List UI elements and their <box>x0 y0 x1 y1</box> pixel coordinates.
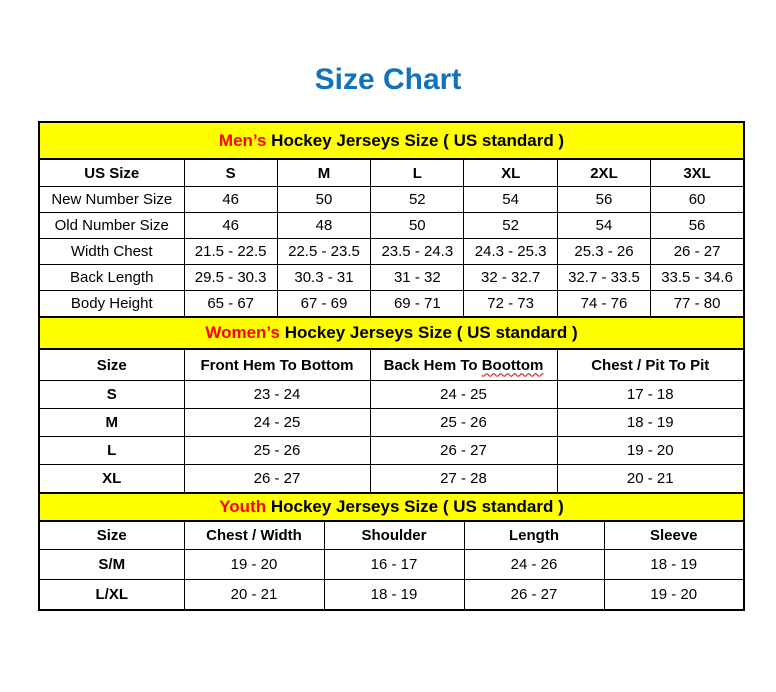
mens-col-l: L <box>371 159 464 187</box>
mens-section-title-rest: Hockey Jerseys Size ( US standard ) <box>266 130 565 150</box>
row-label: XL <box>39 465 184 494</box>
cell: 33.5 - 34.6 <box>651 265 744 291</box>
row-label: Back Length <box>39 265 184 291</box>
cell: 52 <box>464 213 557 239</box>
youth-col-chest: Chest / Width <box>184 521 324 550</box>
cell: 56 <box>651 213 744 239</box>
mens-header-row <box>39 159 744 187</box>
misspelled-word-wavy: Boottom <box>481 356 544 374</box>
cell: 54 <box>464 187 557 213</box>
mens-section-band <box>39 122 744 159</box>
mens-col-m: M <box>277 159 370 187</box>
table-row <box>39 409 744 437</box>
cell: 72 - 73 <box>464 291 557 318</box>
cell: 67 - 69 <box>277 291 370 318</box>
cell: 50 <box>371 213 464 239</box>
cell: 25 - 26 <box>370 409 557 437</box>
cell: 19 - 20 <box>557 437 744 465</box>
row-label: L <box>39 437 184 465</box>
womens-header-row <box>39 349 744 381</box>
cell: 69 - 71 <box>371 291 464 318</box>
cell: 24 - 26 <box>464 550 604 580</box>
youth-header-row <box>39 521 744 550</box>
cell: 74 - 76 <box>557 291 650 318</box>
mens-section-title-red: Men’s <box>218 130 267 150</box>
womens-col-front-hem: Front Hem To Bottom <box>184 349 370 381</box>
cell: 46 <box>184 213 277 239</box>
youth-section-title-rest: Hockey Jerseys Size ( US standard ) <box>266 497 564 516</box>
cell: 19 - 20 <box>604 580 744 611</box>
cell: 60 <box>651 187 744 213</box>
mens-col-s: S <box>184 159 277 187</box>
table-row <box>39 187 744 213</box>
womens-header-label: Size <box>39 349 184 381</box>
mens-section-title <box>39 122 744 159</box>
cell: 26 - 27 <box>464 580 604 611</box>
cell: 48 <box>277 213 370 239</box>
back-hem-prefix: Back Hem To <box>383 356 482 374</box>
cell: 23 - 24 <box>184 381 370 409</box>
cell: 32.7 - 33.5 <box>557 265 650 291</box>
row-label: Body Height <box>39 291 184 318</box>
cell: 25 - 26 <box>184 437 370 465</box>
cell: 77 - 80 <box>651 291 744 318</box>
row-label: S/M <box>39 550 184 580</box>
cell: 32 - 32.7 <box>464 265 557 291</box>
cell: 24 - 25 <box>184 409 370 437</box>
cell: 54 <box>557 213 650 239</box>
mens-col-2xl: 2XL <box>557 159 650 187</box>
womens-col-back-hem <box>370 349 557 381</box>
cell: 23.5 - 24.3 <box>371 239 464 265</box>
womens-section-title-red: Women’s <box>205 323 280 342</box>
cell: 16 - 17 <box>324 550 464 580</box>
cell: 26 - 27 <box>370 437 557 465</box>
row-label: M <box>39 409 184 437</box>
row-label: Width Chest <box>39 239 184 265</box>
youth-section-title-red: Youth <box>219 497 267 516</box>
cell: 18 - 19 <box>557 409 744 437</box>
cell: 46 <box>184 187 277 213</box>
cell: 25.3 - 26 <box>557 239 650 265</box>
cell: 20 - 21 <box>557 465 744 494</box>
cell: 18 - 19 <box>604 550 744 580</box>
table-row <box>39 465 744 494</box>
cell: 26 - 27 <box>651 239 744 265</box>
cell: 26 - 27 <box>184 465 370 494</box>
table-row <box>39 213 744 239</box>
table-row <box>39 550 744 580</box>
cell: 18 - 19 <box>324 580 464 611</box>
cell: 20 - 21 <box>184 580 324 611</box>
mens-col-xl: XL <box>464 159 557 187</box>
cell: 65 - 67 <box>184 291 277 318</box>
table-row <box>39 291 744 318</box>
size-tables-container <box>38 121 745 611</box>
cell: 56 <box>557 187 650 213</box>
cell: 22.5 - 23.5 <box>277 239 370 265</box>
row-label: Old Number Size <box>39 213 184 239</box>
mens-size-table <box>38 121 745 318</box>
cell: 24 - 25 <box>370 381 557 409</box>
cell: 21.5 - 22.5 <box>184 239 277 265</box>
cell: 17 - 18 <box>557 381 744 409</box>
cell: 24.3 - 25.3 <box>464 239 557 265</box>
cell: 30.3 - 31 <box>277 265 370 291</box>
cell: 19 - 20 <box>184 550 324 580</box>
cell: 27 - 28 <box>370 465 557 494</box>
cell: 50 <box>277 187 370 213</box>
cell: 31 - 32 <box>371 265 464 291</box>
table-row <box>39 381 744 409</box>
table-row <box>39 437 744 465</box>
youth-section-band <box>39 493 744 521</box>
womens-section-title-rest: Hockey Jerseys Size ( US standard ) <box>279 323 578 342</box>
womens-col-chest: Chest / Pit To Pit <box>557 349 744 381</box>
mens-header-label: US Size <box>39 159 184 187</box>
youth-header-label: Size <box>39 521 184 550</box>
cell: 52 <box>371 187 464 213</box>
table-row <box>39 239 744 265</box>
youth-col-length: Length <box>464 521 604 550</box>
row-label: S <box>39 381 184 409</box>
womens-size-table <box>38 316 745 494</box>
youth-col-sleeve: Sleeve <box>604 521 744 550</box>
youth-section-title <box>39 493 744 521</box>
youth-col-shoulder: Shoulder <box>324 521 464 550</box>
row-label: New Number Size <box>39 187 184 213</box>
page-title: Size Chart <box>314 63 462 96</box>
cell: 29.5 - 30.3 <box>184 265 277 291</box>
youth-size-table <box>38 492 745 611</box>
table-row <box>39 580 744 611</box>
womens-section-band <box>39 317 744 349</box>
womens-section-title <box>39 317 744 349</box>
table-row <box>39 265 744 291</box>
row-label: L/XL <box>39 580 184 611</box>
mens-col-3xl: 3XL <box>651 159 744 187</box>
